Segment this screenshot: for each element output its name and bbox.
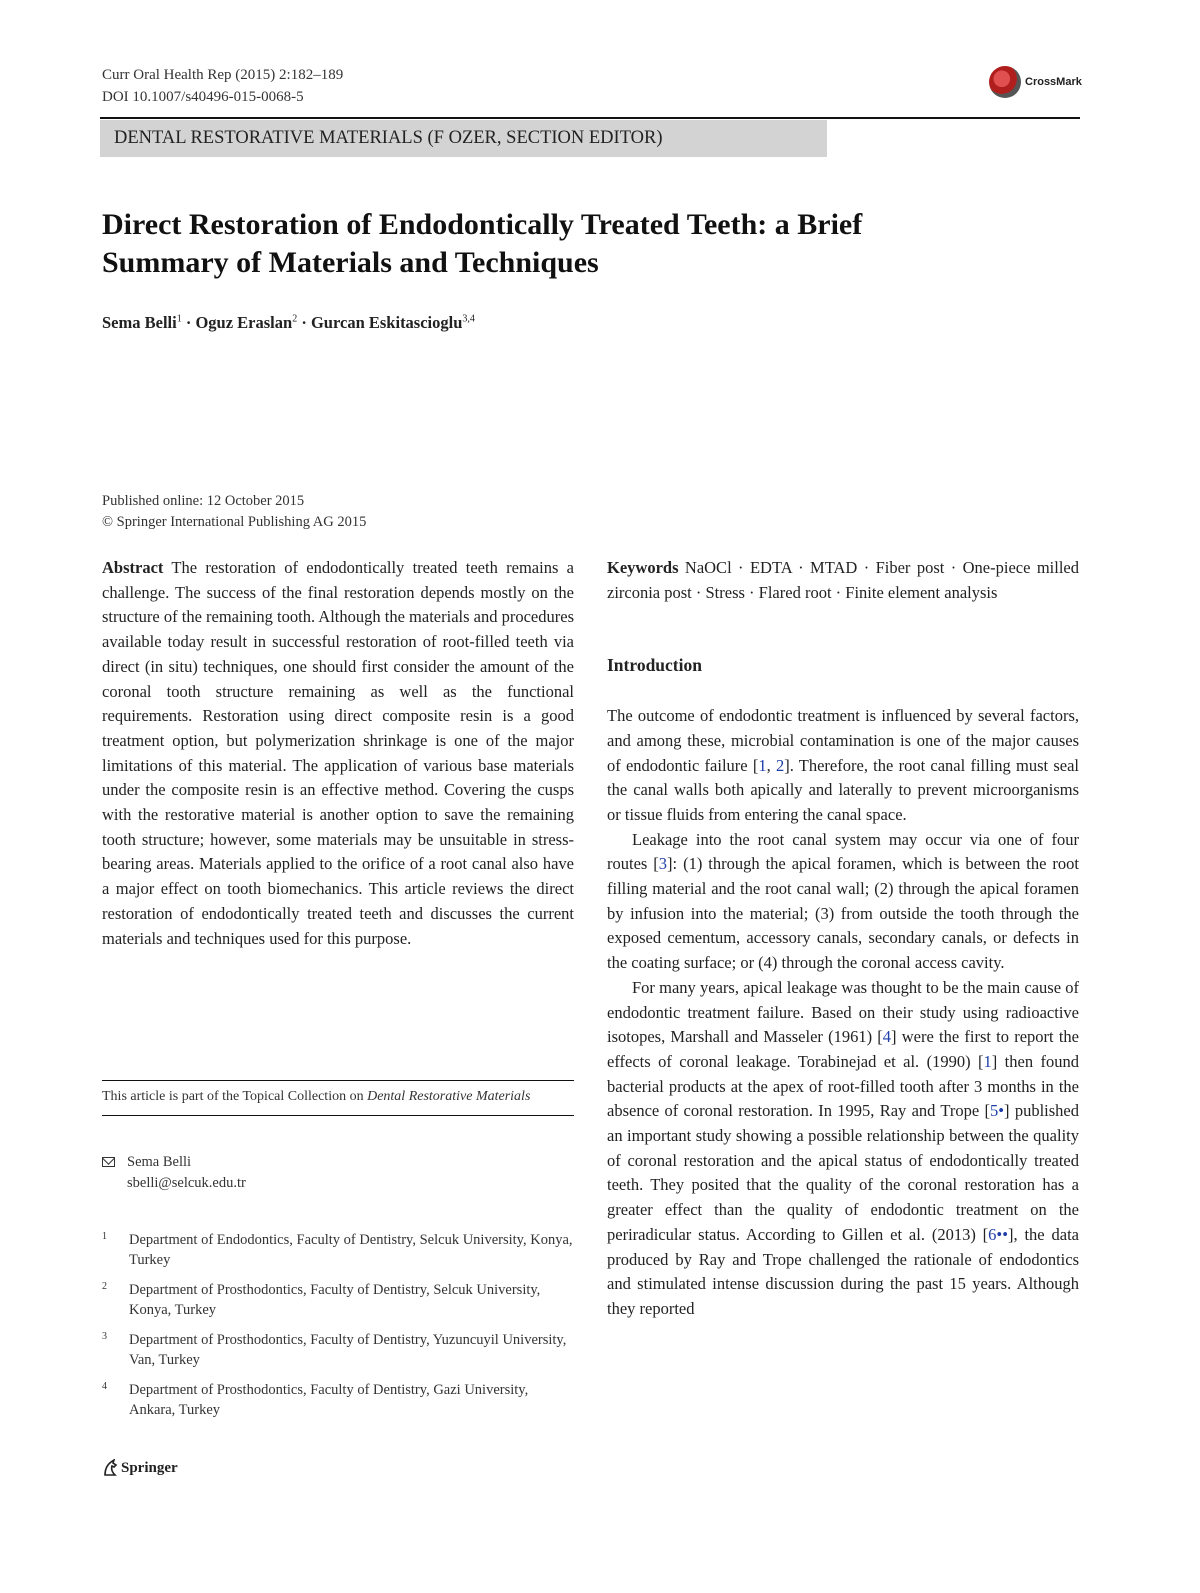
keywords-block bbox=[607, 556, 1079, 605]
abstract-text: The restoration of endodontically treated teeth remains a challenge. The success of the final restoration depends mostly on the structure of the remaining tooth. Although the materials and procedures available today result in successful restoration of root-filled teeth via direct (in situ) techniques, one should first consider the amount of the coronal tooth structure remaining as well as the functional requirements. Restoration using direct composite resin is a good treatment option, but polymerization shrinkage is one of the major limitations of this material. The application of various base materials under the composite resin is an effective method. Covering the cusps with the restorative material is another option to save the remaining tooth structure; however, some materials may be unsuitable in stress-bearing areas. Materials applied to the orifice of a root canal also have a major effect on tooth biomechanics. This article reviews the direct restoration of endodontically treated teeth and discusses the current materials and techniques used for this purpose. bbox=[102, 558, 574, 948]
affiliation-text: Department of Prosthodontics, Faculty of Dentistry, Selcuk University, Konya, Turkey bbox=[129, 1282, 541, 1318]
topical-collection-note bbox=[102, 1080, 574, 1116]
crossmark-icon bbox=[989, 66, 1021, 98]
author-affil-sup: 2 bbox=[292, 313, 298, 325]
citation-link[interactable]: 6•• bbox=[988, 1224, 1008, 1244]
affiliation-text: Department of Prosthodontics, Faculty of Dentistry, Gazi University, Ankara, Turkey bbox=[129, 1382, 529, 1418]
paragraph-text: ] published an important study showing a possible relationship between the quality of coronal restoration and the apical status of endodontically treated teeth. They posited that the quality of the coronal restoration has a greater effect than the quality of endodontic treatment on the periradicular status. According to Gillen et al. (2013) [ bbox=[607, 1101, 1079, 1244]
citation-link[interactable]: 4 bbox=[882, 1027, 892, 1047]
author-affil-sup: 3,4 bbox=[462, 313, 475, 325]
title-line-1: Direct Restoration of Endodontically Treated Teeth: a Brief bbox=[102, 208, 863, 241]
citation-link[interactable]: 1 bbox=[983, 1051, 992, 1071]
author-name[interactable]: Oguz Eraslan bbox=[195, 313, 293, 332]
author-list bbox=[102, 313, 475, 333]
springer-logo bbox=[102, 1459, 178, 1477]
springer-horse-icon bbox=[102, 1459, 118, 1477]
envelope-icon bbox=[102, 1157, 115, 1167]
abstract-block bbox=[102, 556, 574, 951]
affiliation-number: 3 bbox=[102, 1331, 107, 1342]
paragraph-text: ]: (1) through the apical foramen, which is between the root filling material and the root canal wall; (2) through the apical foramen by infusion into the material; (3) from outside the tooth through the exposed cementum, accessory canals, secondary canals, or defects in the coating surface; or (4) through the coronal access cavity. bbox=[607, 854, 1079, 973]
affiliation-number: 2 bbox=[102, 1281, 107, 1292]
section-bar: DENTAL RESTORATIVE MATERIALS (F OZER, SECTION EDITOR) bbox=[100, 120, 827, 157]
published-date: Published online: 12 October 2015 bbox=[102, 493, 305, 509]
keywords-label: Keywords bbox=[607, 558, 679, 577]
citation-link[interactable]: 3 bbox=[658, 854, 668, 874]
topical-collection-name[interactable]: Dental Restorative Materials bbox=[367, 1089, 531, 1104]
author-affil-sup: 1 bbox=[176, 313, 182, 325]
right-column bbox=[607, 556, 1079, 1322]
paragraph-text: ] were the first to report the effects of coronal leakage. Torabinejad et al. (1990) [ bbox=[607, 1027, 1079, 1071]
crossmark-badge[interactable] bbox=[989, 66, 1082, 98]
author-name[interactable]: Gurcan Eskitascioglu bbox=[310, 313, 463, 332]
article-title bbox=[102, 206, 1062, 282]
paragraph-text: , bbox=[766, 755, 776, 775]
intro-paragraph-3 bbox=[607, 976, 1079, 1322]
publication-info bbox=[102, 491, 366, 533]
journal-citation bbox=[102, 64, 343, 108]
correspondent-email[interactable]: sbelli@selcuk.edu.tr bbox=[127, 1175, 246, 1191]
copyright-line: © Springer International Publishing AG 2015 bbox=[102, 514, 367, 530]
correspondence-block bbox=[102, 1152, 246, 1194]
affiliation-text: Department of Endodontics, Faculty of Dentistry, Selcuk University, Konya, Turkey bbox=[129, 1232, 573, 1268]
affiliation-item bbox=[102, 1230, 574, 1270]
paragraph-text: ] then found bacterial products at the apex of root-filled tooth after 3 months in the absence of coronal restoration. In 1995, Ray and Trope [ bbox=[607, 1051, 1080, 1121]
paragraph-text: ]. Therefore, the root canal filling must seal the canal walls both apically and laterally to prevent microorganisms or tissue fluids from entering the canal space. bbox=[607, 755, 1080, 824]
affiliation-item bbox=[102, 1380, 574, 1420]
affiliation-number: 4 bbox=[102, 1381, 107, 1392]
header-rule bbox=[100, 117, 1080, 119]
paragraph-text: Leakage into the root canal system may occur via one of four routes [ bbox=[607, 829, 1079, 874]
keywords-text: NaOCl · EDTA · MTAD · Fiber post · One-piece milled zirconia post · Stress · Flared root · Finite element analysis bbox=[607, 558, 1079, 602]
affiliation-number: 1 bbox=[102, 1231, 107, 1242]
affiliation-item bbox=[102, 1280, 574, 1320]
abstract-label: Abstract bbox=[102, 558, 164, 577]
affiliation-text: Department of Prosthodontics, Faculty of Dentistry, Yuzuncuyil University, Van, Turkey bbox=[129, 1332, 567, 1368]
affiliation-item bbox=[102, 1330, 574, 1370]
affiliations-list bbox=[102, 1230, 574, 1430]
author-separator: · bbox=[297, 313, 311, 332]
citation-link[interactable]: 1 bbox=[758, 755, 767, 775]
correspondent-name: Sema Belli bbox=[127, 1154, 192, 1170]
topical-prefix: This article is part of the Topical Collection on bbox=[102, 1089, 368, 1104]
author-separator: · bbox=[181, 313, 196, 332]
intro-paragraph-2 bbox=[607, 828, 1079, 976]
paragraph-text: ], the data produced by Ray and Trope challenged the rationale of endodontics and stimulated intense discussion during the past 15 years. Although they reported bbox=[607, 1224, 1079, 1318]
doi-line[interactable]: DOI 10.1007/s40496-015-0068-5 bbox=[102, 89, 304, 105]
section-heading-introduction: Introduction bbox=[607, 655, 702, 676]
title-line-2: Summary of Materials and Techniques bbox=[102, 246, 599, 279]
journal-line: Curr Oral Health Rep (2015) 2:182–189 bbox=[102, 67, 344, 83]
citation-link[interactable]: 5• bbox=[990, 1101, 1005, 1121]
citation-link[interactable]: 2 bbox=[775, 755, 785, 775]
crossmark-label: CrossMark bbox=[1025, 76, 1082, 88]
paragraph-text: For many years, apical leakage was thought to be the main cause of endodontic treatment failure. Based on their study using radioactive isotopes, Marshall and Masseler (1961) [ bbox=[607, 977, 1079, 1047]
springer-wordmark: Springer bbox=[121, 1459, 178, 1476]
intro-paragraph-1 bbox=[607, 704, 1079, 828]
author-name[interactable]: Sema Belli bbox=[102, 313, 177, 332]
paragraph-text: The outcome of endodontic treatment is influenced by several factors, and among these, microbial contamination is one of the major causes of endodontic failure [ bbox=[607, 706, 1079, 775]
